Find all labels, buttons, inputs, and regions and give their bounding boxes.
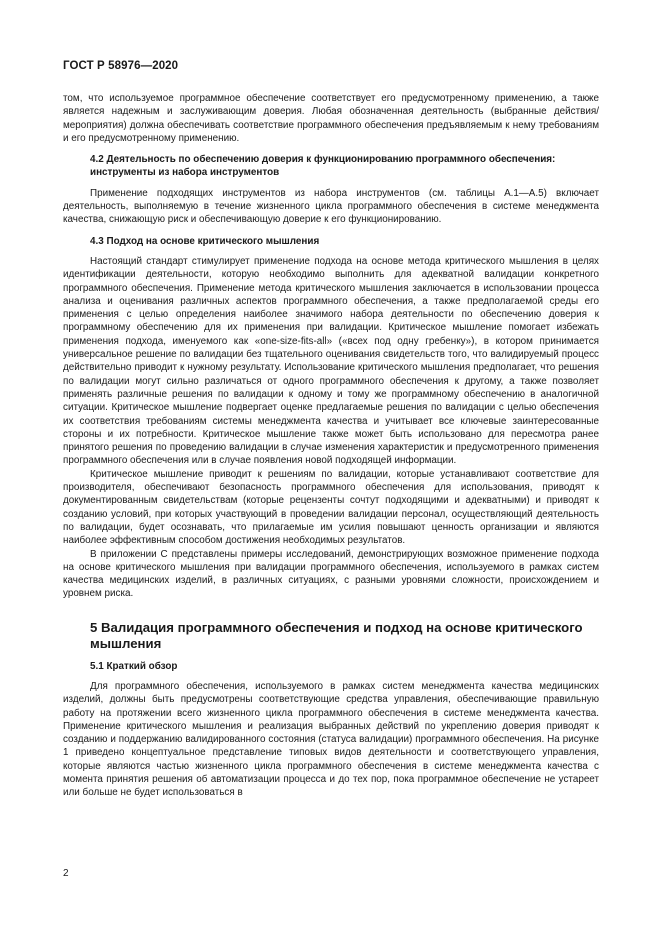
paragraph-4-2: Применение подходящих инструментов из набора инструментов (см. таблицы А.1—А.5) включает деятельность, выполняемую в течение жизненного цикла программного обеспечения в системе менеджмента качества, снижающую риск и обеспечивающую доверие к его функционированию.: [63, 187, 599, 226]
paragraph-4-3-c: В приложении С представлены примеры исследований, демонстрирующих возможное применение подхода на основе критического мышления при валидации программного обеспечения, используемого в рамках систем качества медицинских изделий, в различных ситуациях, с разными уровнями сложности, происхождением и уровнем риска.: [63, 548, 599, 600]
paragraph-4-3-a: Настоящий стандарт стимулирует применение подхода на основе метода критического мышления в целях идентификации деятельности, которую необходимо выполнить для адекватной валидации конкретного программного обеспечения. Применение метода критического мышления заключается в использовании процесса анализа и оценивания различных аспектов программного обеспечения, а также предполагаемой среды его применения с целью определения наиболее значимого набора деятельности по обеспечению доверия к программному обеспечению для их применения при валидации. Критическое мышление помогает избежать применения подхода, именуемого как «one-size-fits-all» («всех под одну гребенку»), в котором принимается универсальное решение по валидации без тщательного оценивания свидетельств того, что валидируемый процесс действительно приводит к нужному результату. Использование критического мышления предполагает, что решения по валидации могут сильно различаться от одного программного обеспечения к другому, а также позволяет применять различные решения по валидации к одному и тому же программному обеспечению в аналогичной ситуации. Критическое мышление подвергает оценке предлагаемые решения по валидации с целью обеспечения их соответствия требованиям системы менеджмента качества и учитывает все ключевые заинтересованные стороны и их потребности. Критическое мышление также может быть использовано для пересмотра ранее принятого решения по проведению валидации в случае изменения характеристик и предусмотренного применения программного обеспечения или в случае появления новой подходящей информации.: [63, 255, 599, 467]
section-heading-4-2: 4.2 Деятельность по обеспечению доверия к функционированию программного обеспечения: инструменты из набора инструментов: [90, 154, 556, 179]
paragraph-5-1: Для программного обеспечения, используемого в рамках систем менеджмента качества медицинских изделий, должны быть предусмотрены соответствующие средства управления, обеспечивающие правильную работу на протяжении всего жизненного цикла программного обеспечения в системе менеджмента качества. Применение критического мышления и реализация выбранных действий по укреплению доверия приводят к созданию и поддержанию валидированного состояния (статуса валидации) программного обеспечения. На рисунке 1 приведено концептуальное представление типовых видов деятельности и соответствующего управления, которые являются частью жизненного цикла программного обеспечения в системе менеджмента качества с момента принятия решения об автоматизации процесса и до тех пор, пока программное обеспечение не устареет или больше не будет использоваться в: [63, 680, 599, 799]
section-heading-4-3: 4.3 Подход на основе критического мышления: [90, 235, 320, 247]
standard-header: ГОСТ Р 58976—2020: [63, 60, 179, 72]
section-heading-5-1: 5.1 Краткий обзор: [90, 660, 178, 672]
paragraph-continuation: том, что используемое программное обеспечение соответствует его предусмотренному применению, а также является надежным и заслуживающим доверия. Любая обозначенная деятельность (выбранные действия/мероприятия) должна обеспечивать соответствие программного обеспечения предъявляемым к нему требованиям и его предусмотренному применению.: [63, 93, 599, 144]
paragraph-4-3-b: Критическое мышление приводит к решениям по валидации, которые устанавливают соответствие для производителя, обеспечивают безопасность программного обеспечения для использования, приводят к документированным свидетельствам (которые рецензенты сочтут подходящими и адекватными) и приводят к созданию условий, при которых участвующий в проведении валидации персонал, осуществляющий деятельность по валидации, будет осознавать, что прилагаемые им усилия повышают ценность организации и являются наиболее эффективным способом достижения необходимых результатов.: [63, 468, 599, 547]
document-body: [63, 92, 599, 800]
page-number: 2: [63, 868, 69, 879]
section-heading-5: 5 Валидация программного обеспечения и подход на основе критического мышления: [90, 619, 583, 651]
